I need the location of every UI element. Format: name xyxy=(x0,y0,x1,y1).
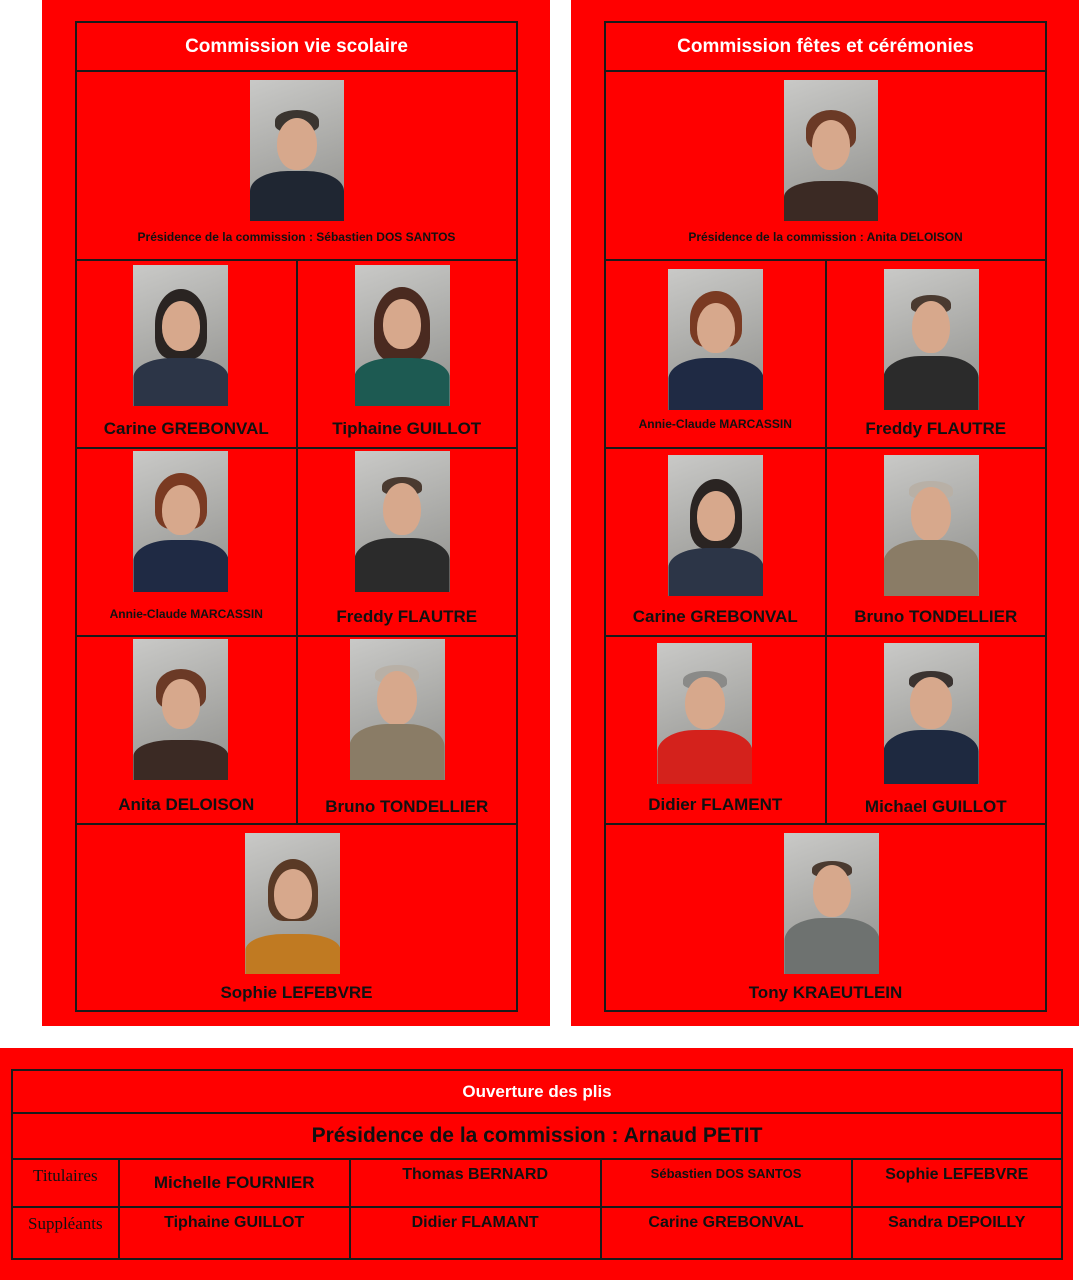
commission-title: Ouverture des plis xyxy=(12,1070,1062,1113)
member-cell xyxy=(605,260,826,448)
member-name: Tiphaine GUILLOT xyxy=(332,419,482,438)
member-name: Michael GUILLOT xyxy=(864,797,1007,816)
member-cell xyxy=(826,260,1047,448)
member-cell xyxy=(826,448,1047,636)
president-cell xyxy=(76,71,517,260)
member-cell xyxy=(297,636,518,824)
member-cell xyxy=(826,636,1047,824)
member-photo xyxy=(133,265,228,406)
suppleant-cell: Didier FLAMANT xyxy=(350,1207,601,1259)
member-photo xyxy=(245,833,340,974)
member-photo xyxy=(884,643,979,784)
titulaire-cell: Sophie LEFEBVRE xyxy=(852,1159,1062,1207)
member-name: Carine GREBONVAL xyxy=(103,419,269,438)
titulaire-cell: Michelle FOURNIER xyxy=(119,1159,350,1207)
ouverture-plis-table xyxy=(11,1069,1063,1260)
suppleants-label: Suppléants xyxy=(12,1207,119,1259)
president-name: Présidence de la commission : Arnaud PETIT xyxy=(12,1113,1062,1159)
president-photo xyxy=(784,80,878,221)
member-photo xyxy=(355,265,450,406)
right-commission-table xyxy=(604,21,1047,1012)
member-photo xyxy=(784,833,879,974)
member-photo xyxy=(350,639,445,780)
member-cell xyxy=(76,448,297,636)
president-name: Présidence de la commission : Anita DELOISON xyxy=(688,230,963,244)
member-name: Anita DELOISON xyxy=(118,795,255,814)
member-name: Tony KRAEUTLEIN xyxy=(748,983,903,1002)
commission-title: Commission fêtes et cérémonies xyxy=(605,22,1046,71)
member-photo xyxy=(355,451,450,592)
member-photo xyxy=(657,643,752,784)
member-photo xyxy=(133,639,228,780)
member-name: Freddy FLAUTRE xyxy=(865,419,1007,438)
member-cell xyxy=(76,824,517,1011)
president-name: Présidence de la commission : Sébastien DOS SANTOS xyxy=(137,230,456,244)
member-cell xyxy=(297,448,518,636)
member-cell xyxy=(76,636,297,824)
member-photo xyxy=(884,269,979,410)
member-cell xyxy=(297,260,518,448)
member-name: Bruno TONDELLIER xyxy=(854,607,1018,626)
commission-title: Commission vie scolaire xyxy=(76,22,517,71)
president-photo xyxy=(250,80,344,221)
member-name: Annie-Claude MARCASSIN xyxy=(109,607,263,621)
titulaire-cell: Thomas BERNARD xyxy=(350,1159,601,1207)
suppleant-cell: Tiphaine GUILLOT xyxy=(119,1207,350,1259)
member-photo xyxy=(668,455,763,596)
member-photo xyxy=(668,269,763,410)
president-cell xyxy=(605,71,1046,260)
member-name: Annie-Claude MARCASSIN xyxy=(638,417,792,431)
member-name: Bruno TONDELLIER xyxy=(325,797,489,816)
member-photo xyxy=(884,455,979,596)
member-name: Sophie LEFEBVRE xyxy=(220,983,373,1002)
suppleant-cell: Sandra DEPOILLY xyxy=(852,1207,1062,1259)
left-commission-table xyxy=(75,21,518,1012)
member-name: Freddy FLAUTRE xyxy=(336,607,478,626)
titulaire-cell: Sébastien DOS SANTOS xyxy=(601,1159,852,1207)
member-cell xyxy=(605,636,826,824)
member-name: Carine GREBONVAL xyxy=(632,607,798,626)
member-cell xyxy=(605,448,826,636)
member-name: Didier FLAMENT xyxy=(648,795,783,814)
member-photo xyxy=(133,451,228,592)
titulaires-label: Titulaires xyxy=(12,1159,119,1207)
member-cell xyxy=(76,260,297,448)
member-cell xyxy=(605,824,1046,1011)
suppleant-cell: Carine GREBONVAL xyxy=(601,1207,852,1259)
